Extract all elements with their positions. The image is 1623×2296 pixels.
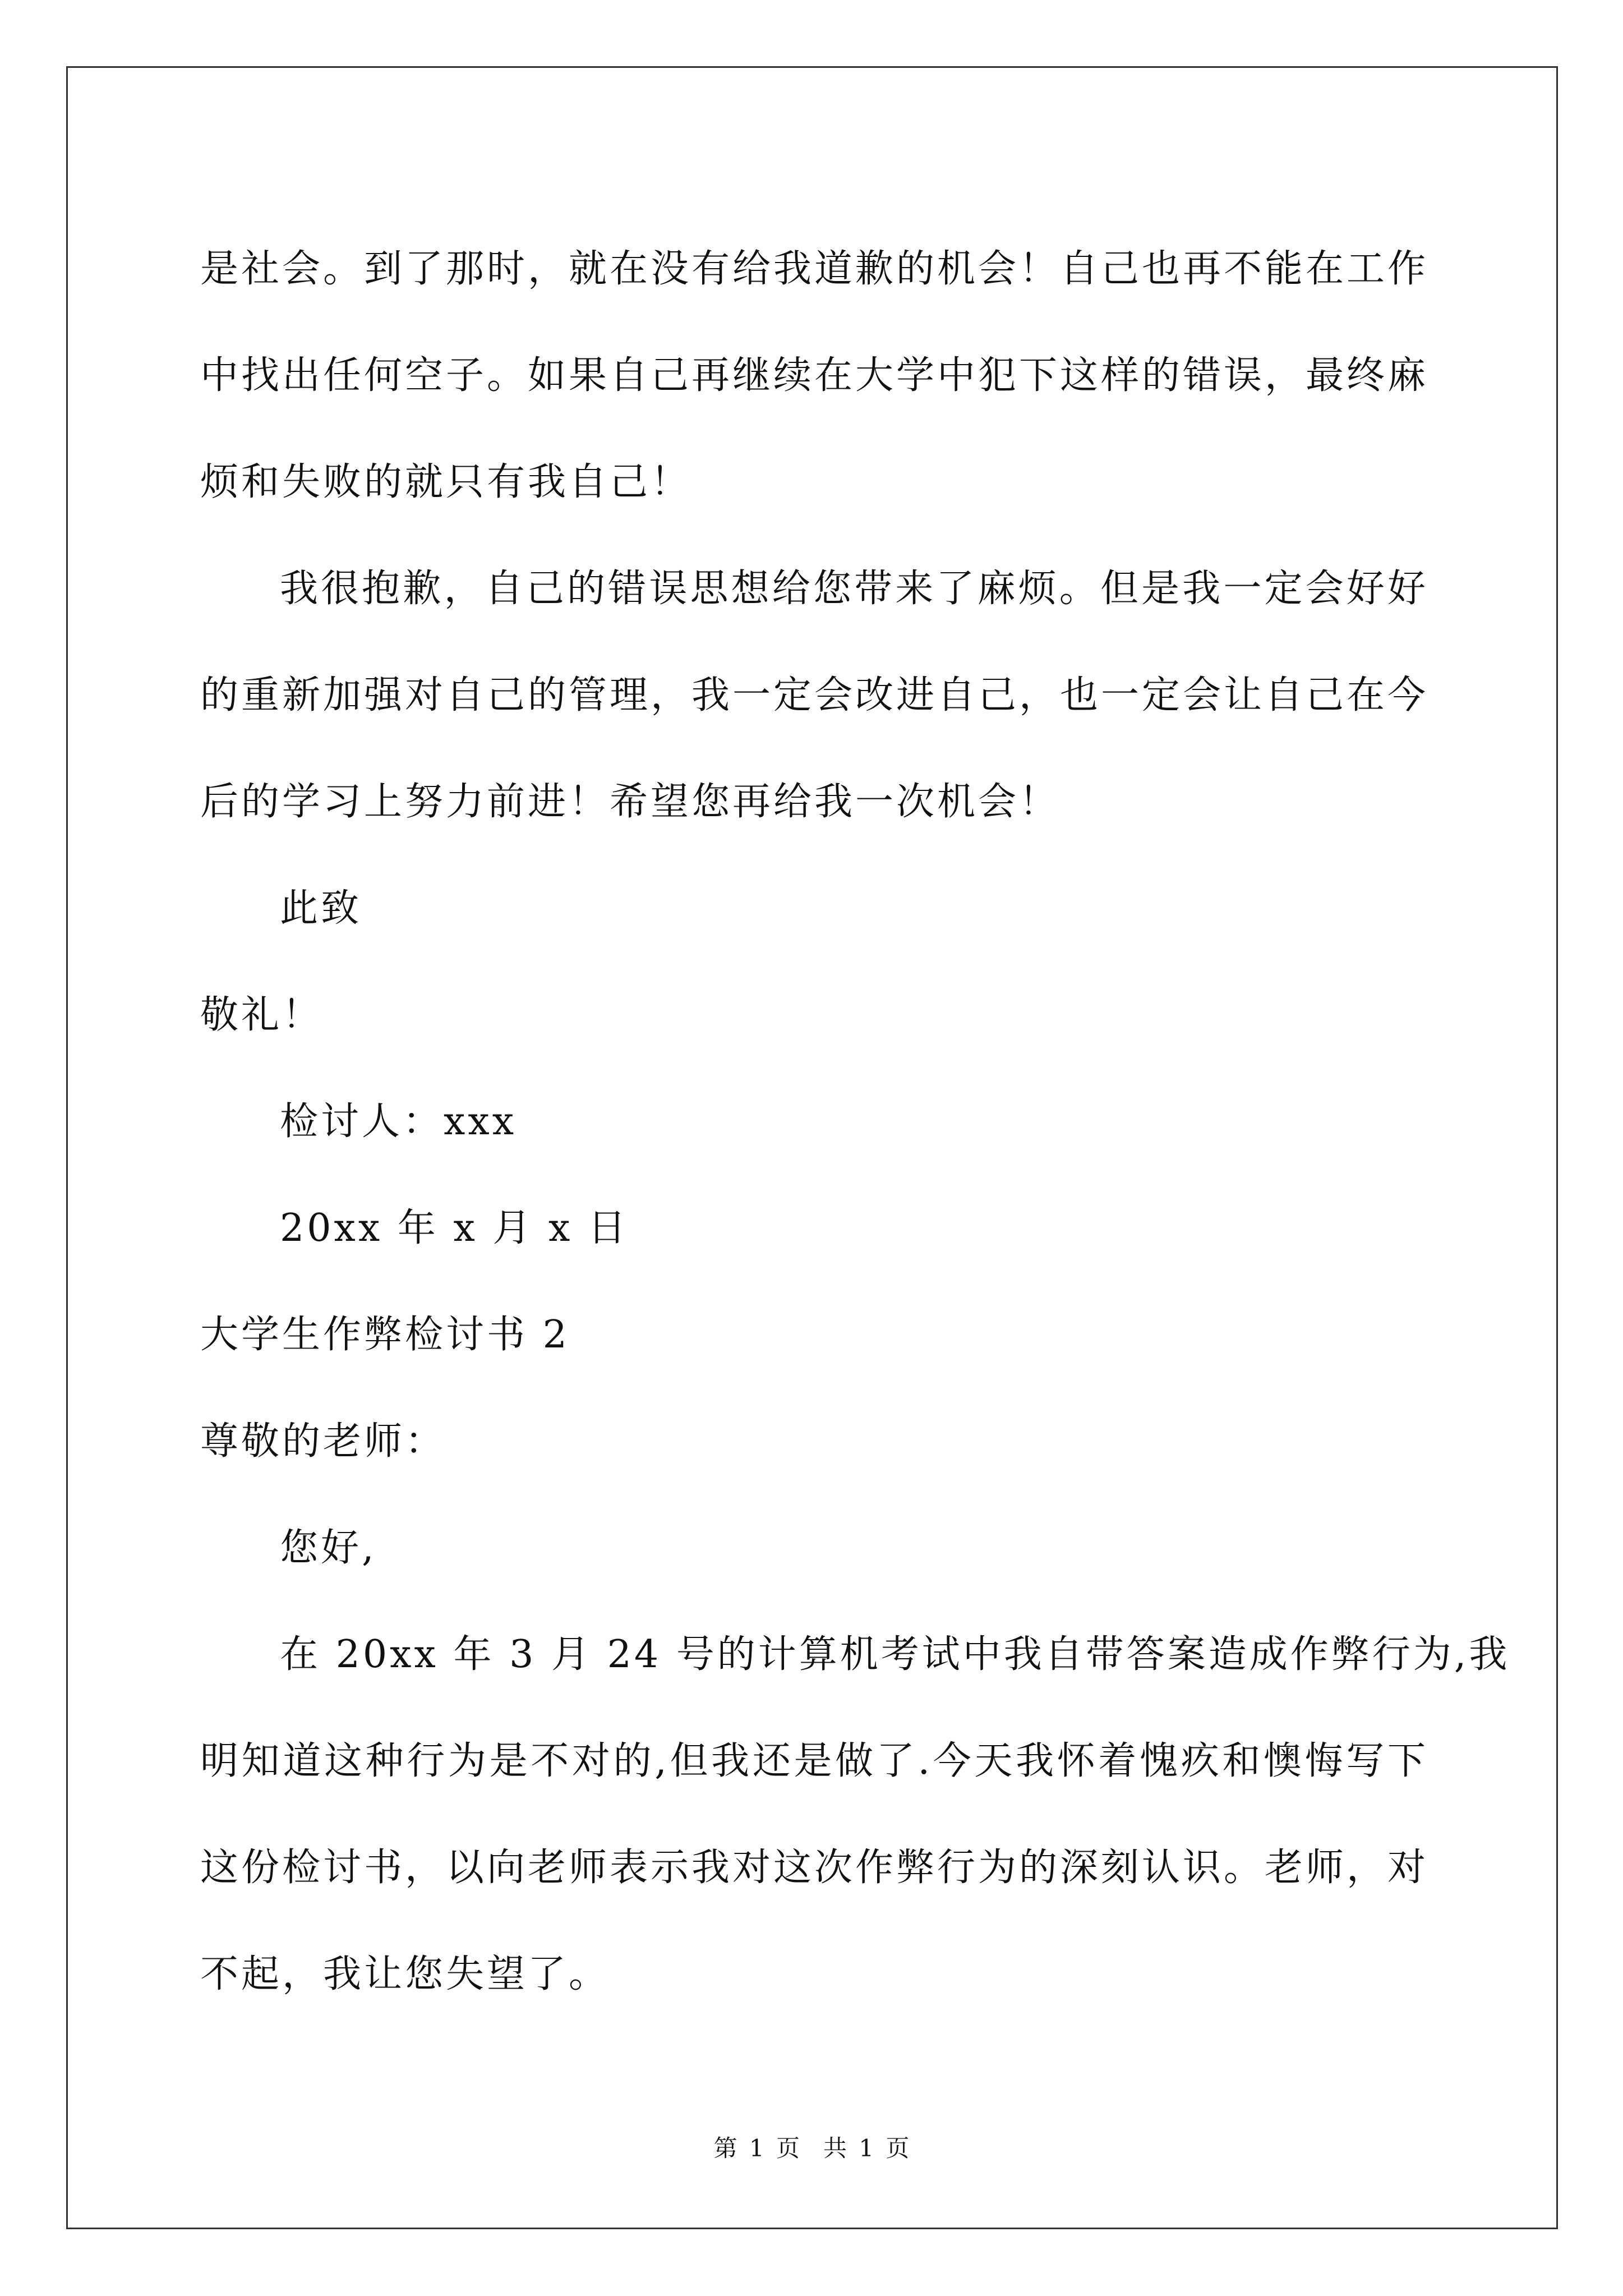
text-line: 是社会。到了那时，就在没有给我道歉的机会！自己也再不能在工作 [200,247,1429,291]
section-title: 大学生作弊检讨书 2 [200,1313,570,1357]
text-line: 在 20xx 年 3 月 24 号的计算机考试中我自带答案造成作弊行为,我 [280,1632,1510,1677]
page-footer: 第 1 页 共 1 页 [713,2134,910,2162]
signature-date: 20xx 年 x 月 x 日 [280,1206,629,1250]
text-line: 中找出任何空子。如果自己再继续在大学中犯下这样的错误，最终麻 [200,353,1429,398]
text-line: 明知道这种行为是不对的,但我还是做了.今天我怀着愧疚和懊悔写下 [200,1739,1428,1783]
greeting-hello: 您好, [280,1526,377,1570]
salutation-regards: 敬礼！ [200,993,324,1037]
document-body [200,216,1510,2028]
greeting-recipient: 尊敬的老师： [200,1419,446,1464]
text-line: 烦和失败的就只有我自己！ [200,460,692,504]
signature-author: 检讨人：xxx [280,1099,517,1144]
text-line: 不起，我让您失望了。 [200,1952,610,1996]
text-line: 后的学习上努力前进！希望您再给我一次机会！ [200,780,1061,824]
text-line: 的重新加强对自己的管理，我一定会改进自己，也一定会让自己在今 [200,673,1429,717]
text-line: 我很抱歉，自己的错误思想给您带来了麻烦。但是我一定会好好 [280,567,1428,611]
salutation-closing: 此致 [280,886,362,931]
text-line: 这份检讨书，以向老师表示我对这次作弊行为的深刻认识。老师，对 [200,1846,1429,1890]
